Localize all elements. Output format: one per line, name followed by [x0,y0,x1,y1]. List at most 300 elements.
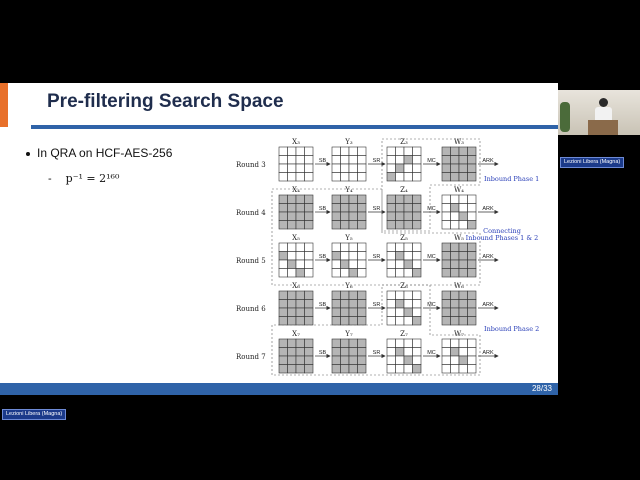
state-cell [358,260,367,269]
state-cell [413,204,422,213]
state-cell [459,365,468,374]
state-cell [349,339,358,348]
state-cell [358,173,367,182]
state-cell [296,291,305,300]
state-cell [296,348,305,357]
round-label: Round 7 [236,353,266,361]
state-cell [279,339,288,348]
state-cell [279,348,288,357]
state-cell [341,173,350,182]
state-cell [288,356,297,365]
desk [588,120,618,135]
state-cell [396,173,405,182]
state-cell [396,365,405,374]
state-cell [404,195,413,204]
phase-label-1: Inbound Phase 1 [484,175,540,183]
state-cell [413,221,422,230]
state-cell [468,204,477,213]
op-label: SR [372,302,381,308]
state-cell [404,221,413,230]
state-cell [468,164,477,173]
state-label: W₃ [453,138,465,146]
state-cell [305,300,314,309]
state-cell [349,147,358,156]
state-cell [332,300,341,309]
state-label: X₆ [292,282,300,290]
state-cell [459,317,468,326]
state-cell [413,348,422,357]
state-cell [404,147,413,156]
state-cell [279,195,288,204]
op-label: MC [427,206,436,212]
state-cell [288,365,297,374]
state-cell [296,243,305,252]
state-cell [305,164,314,173]
state-label: X₃ [292,138,300,146]
state-label: Y₃ [345,138,353,146]
state-cell [459,195,468,204]
state-cell [332,243,341,252]
state-cell [349,252,358,261]
state-cell [413,300,422,309]
state-cell [451,300,460,309]
state-cell [332,317,341,326]
dash-icon: - [48,173,52,185]
op-label: SB [318,206,327,212]
state-cell [442,317,451,326]
state-label: W₅ [453,234,465,242]
state-cell [332,252,341,261]
state-cell [468,252,477,261]
state-cell [349,269,358,278]
state-cell [404,252,413,261]
state-cell [288,156,297,165]
state-cell [358,252,367,261]
state-cell [413,356,422,365]
state-cell [341,195,350,204]
sub-bullet [48,172,119,185]
state-cell [404,339,413,348]
phase-label-2: Connecting Inbound Phases 1 & 2 [465,227,539,242]
state-cell [468,156,477,165]
state-cell [341,356,350,365]
state-cell [413,164,422,173]
state-cell [468,348,477,357]
state-cell [442,173,451,182]
state-cell [387,300,396,309]
state-cell [404,348,413,357]
state-cell [396,317,405,326]
state-cell [459,243,468,252]
state-cell [387,221,396,230]
state-cell [387,212,396,221]
state-cell [459,221,468,230]
state-cell [442,243,451,252]
state-cell [288,252,297,261]
state-cell [396,291,405,300]
state-cell [358,221,367,230]
state-label: W₆ [453,282,465,290]
state-cell [442,348,451,357]
state-cell [358,147,367,156]
state-cell [451,269,460,278]
state-cell [305,308,314,317]
state-cell [442,269,451,278]
state-cell [296,156,305,165]
state-cell [288,204,297,213]
op-label: SB [318,350,327,356]
state-cell [459,147,468,156]
state-cell [332,164,341,173]
state-cell [288,291,297,300]
state-cell [349,260,358,269]
state-cell [332,356,341,365]
state-cell [305,243,314,252]
state-cell [451,317,460,326]
state-cell [332,348,341,357]
state-cell [332,269,341,278]
title-rule [31,125,558,129]
state-cell [358,269,367,278]
state-cell [459,269,468,278]
state-cell [296,308,305,317]
state-cell [305,173,314,182]
state-cell [468,339,477,348]
state-cell [341,269,350,278]
state-cell [387,339,396,348]
state-label: X₅ [292,234,300,242]
state-cell [413,269,422,278]
state-cell [451,221,460,230]
state-cell [358,348,367,357]
state-cell [451,339,460,348]
state-cell [358,164,367,173]
state-cell [442,260,451,269]
bullet-dot-icon [26,152,30,156]
state-cell [459,212,468,221]
op-label: ARK [482,158,494,164]
title-accent [0,83,8,127]
state-cell [451,147,460,156]
state-cell [404,317,413,326]
state-cell [296,212,305,221]
state-cell [468,221,477,230]
state-cell [451,260,460,269]
state-cell [279,221,288,230]
state-cell [442,204,451,213]
state-cell [451,156,460,165]
state-label: X₄ [292,186,300,194]
aes-rounds-diagram [232,135,540,383]
state-cell [288,173,297,182]
state-cell [305,269,314,278]
op-label: ARK [482,206,494,212]
bullet-text: In QRA on HCF-AES-256 [37,146,173,160]
state-cell [451,365,460,374]
state-cell [358,308,367,317]
state-cell [442,291,451,300]
state-cell [341,252,350,261]
state-cell [358,365,367,374]
state-cell [305,291,314,300]
state-cell [288,195,297,204]
round-label: Round 3 [236,161,266,169]
state-cell [459,356,468,365]
state-cell [387,164,396,173]
state-cell [396,348,405,357]
speaker-video[interactable] [558,90,640,135]
state-cell [332,173,341,182]
state-cell [349,221,358,230]
state-cell [396,300,405,309]
state-cell [305,195,314,204]
state-cell [459,204,468,213]
state-cell [305,221,314,230]
state-cell [288,269,297,278]
state-cell [459,339,468,348]
state-cell [404,291,413,300]
state-cell [332,308,341,317]
speaker-name-tag: Lezioni Libera (Magna) [560,157,624,168]
state-cell [387,308,396,317]
state-cell [279,156,288,165]
state-cell [341,308,350,317]
state-cell [396,260,405,269]
state-cell [358,212,367,221]
state-cell [288,339,297,348]
title-bar [0,83,558,127]
state-cell [396,221,405,230]
state-cell [358,156,367,165]
round-label: Round 4 [236,209,266,217]
state-label: Z₇ [400,330,408,338]
state-label: Z₃ [400,138,408,146]
state-cell [279,269,288,278]
state-cell [349,291,358,300]
state-cell [387,173,396,182]
state-cell [341,300,350,309]
state-cell [279,212,288,221]
state-cell [349,204,358,213]
state-cell [305,252,314,261]
state-cell [349,212,358,221]
state-cell [279,291,288,300]
state-label: Y₇ [345,330,353,338]
state-cell [279,173,288,182]
state-cell [387,348,396,357]
state-cell [332,260,341,269]
state-cell [279,300,288,309]
state-cell [279,164,288,173]
state-cell [332,221,341,230]
state-cell [349,365,358,374]
state-cell [451,348,460,357]
round-label: Round 5 [236,257,266,265]
state-cell [341,317,350,326]
state-cell [288,221,297,230]
state-cell [296,365,305,374]
phase-label-3: Inbound Phase 2 [484,325,540,333]
state-cell [332,156,341,165]
page-number: 28/33 [531,384,552,393]
state-cell [442,365,451,374]
state-cell [459,300,468,309]
state-cell [413,365,422,374]
state-cell [396,195,405,204]
state-cell [296,339,305,348]
state-cell [459,252,468,261]
state-cell [387,269,396,278]
slide-title: Pre-filtering Search Space [47,91,284,112]
state-cell [459,348,468,357]
state-label: W₇ [453,330,465,338]
state-cell [396,243,405,252]
state-cell [442,308,451,317]
state-cell [468,243,477,252]
state-cell [459,260,468,269]
state-cell [459,308,468,317]
state-cell [305,147,314,156]
state-cell [341,221,350,230]
state-cell [358,356,367,365]
state-cell [413,212,422,221]
state-cell [279,204,288,213]
state-cell [451,308,460,317]
state-cell [349,308,358,317]
bullet-item [26,146,172,160]
state-cell [341,243,350,252]
state-cell [468,356,477,365]
state-cell [451,195,460,204]
state-cell [387,147,396,156]
state-cell [396,269,405,278]
state-cell [468,300,477,309]
state-cell [404,365,413,374]
state-cell [442,212,451,221]
state-cell [305,212,314,221]
round-label: Round 6 [236,305,266,313]
state-cell [279,147,288,156]
state-label: W₄ [453,186,465,194]
state-cell [387,260,396,269]
state-cell [442,195,451,204]
state-cell [332,365,341,374]
state-cell [358,300,367,309]
presentation-slide [0,83,558,395]
state-cell [305,204,314,213]
state-cell [396,252,405,261]
op-label: SB [318,302,327,308]
state-cell [279,356,288,365]
state-cell [305,365,314,374]
state-cell [404,260,413,269]
state-cell [404,204,413,213]
state-cell [442,252,451,261]
state-cell [279,260,288,269]
state-cell [387,156,396,165]
state-cell [468,147,477,156]
state-cell [305,317,314,326]
state-cell [451,243,460,252]
state-cell [413,291,422,300]
state-cell [396,204,405,213]
state-cell [341,348,350,357]
state-cell [413,243,422,252]
state-cell [413,173,422,182]
state-cell [404,173,413,182]
state-cell [404,156,413,165]
state-cell [387,365,396,374]
op-label: SR [372,254,381,260]
state-cell [387,356,396,365]
state-cell [459,291,468,300]
state-cell [387,195,396,204]
state-cell [332,212,341,221]
state-cell [341,156,350,165]
state-cell [451,173,460,182]
state-cell [468,308,477,317]
state-cell [341,339,350,348]
state-cell [341,291,350,300]
state-label: Y₄ [345,186,353,194]
state-label: Y₅ [345,234,353,242]
state-cell [332,339,341,348]
state-cell [305,260,314,269]
state-cell [288,147,297,156]
state-cell [442,339,451,348]
state-cell [332,204,341,213]
state-cell [296,356,305,365]
state-cell [288,317,297,326]
state-cell [468,212,477,221]
state-cell [358,291,367,300]
state-cell [279,252,288,261]
op-label: ARK [482,254,494,260]
state-cell [442,147,451,156]
op-label: ARK [482,350,494,356]
state-cell [358,339,367,348]
state-cell [413,252,422,261]
state-cell [468,317,477,326]
state-cell [396,212,405,221]
op-label: SB [318,254,327,260]
state-cell [288,260,297,269]
state-cell [288,348,297,357]
state-cell [468,365,477,374]
state-cell [459,156,468,165]
state-cell [279,365,288,374]
state-cell [358,204,367,213]
state-cell [279,243,288,252]
state-cell [451,212,460,221]
state-cell [459,173,468,182]
state-cell [279,317,288,326]
state-label: Z₅ [400,234,408,242]
op-label: SR [372,350,381,356]
state-cell [288,308,297,317]
state-cell [442,300,451,309]
speaker-head [599,98,608,107]
state-label: X₇ [292,330,300,338]
state-cell [296,252,305,261]
state-cell [387,204,396,213]
state-cell [358,317,367,326]
state-cell [387,252,396,261]
self-name-tag: Lezioni Libera (Magna) [2,409,66,420]
state-cell [404,356,413,365]
state-cell [296,317,305,326]
state-cell [279,308,288,317]
